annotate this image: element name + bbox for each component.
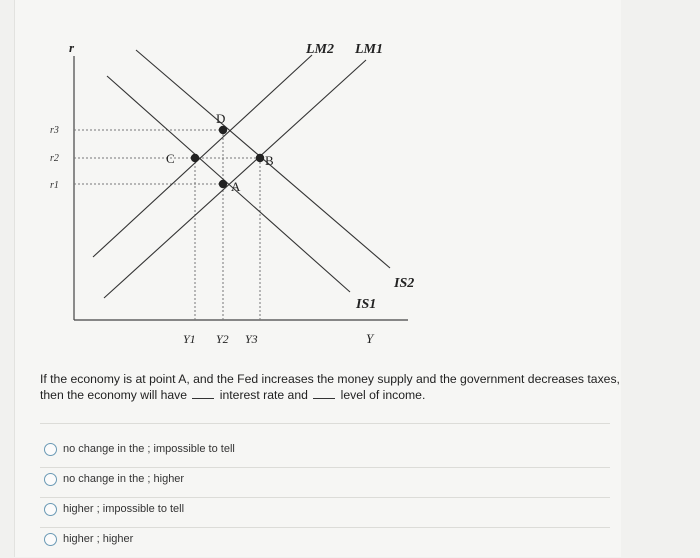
y3-label: Y3	[245, 332, 258, 346]
point-b-dot	[256, 154, 264, 162]
x-axis-label: Y	[366, 331, 374, 346]
point-a-label: A	[231, 179, 241, 194]
is1-label: IS1	[356, 297, 377, 312]
option-2[interactable]	[44, 468, 235, 490]
r1-label: r1	[50, 180, 59, 191]
option-label: no change in the ; higher	[63, 473, 185, 485]
divider	[40, 423, 610, 424]
lm2-curve	[93, 55, 312, 257]
answer-blank-2	[313, 388, 335, 399]
lm1-label: LM1	[355, 42, 383, 57]
question-part1: If the economy is at point A, and the Fed increases the money supply and the government decreases taxes, then the economy will have	[40, 372, 620, 402]
radio-button[interactable]	[44, 503, 57, 516]
answer-options	[44, 438, 235, 558]
option-3[interactable]	[44, 498, 235, 520]
answer-blank-1	[192, 388, 214, 399]
point-c-dot	[191, 154, 199, 162]
radio-button[interactable]	[44, 443, 57, 456]
question-part3: level of income.	[340, 388, 426, 402]
y-axis-label: r	[69, 40, 75, 55]
option-label: higher ; impossible to tell	[63, 503, 185, 515]
point-c-label: C	[166, 151, 175, 166]
question-part2: interest rate and	[219, 388, 308, 402]
option-1[interactable]	[44, 438, 235, 460]
option-label: higher ; higher	[63, 533, 134, 545]
is2-label: IS2	[394, 276, 415, 291]
question-text	[40, 371, 620, 403]
option-4[interactable]	[44, 528, 235, 550]
r3-label: r3	[50, 125, 59, 136]
radio-button[interactable]	[44, 473, 57, 486]
point-d-label: D	[216, 111, 226, 126]
option-label: no change in the ; impossible to tell	[63, 443, 235, 455]
point-b-label: B	[265, 153, 274, 168]
lm2-label: LM2	[306, 42, 334, 57]
y2-label: Y2	[216, 332, 229, 346]
point-d-dot	[219, 126, 227, 134]
point-a-dot	[219, 180, 227, 188]
y1-label: Y1	[183, 332, 196, 346]
r2-label: r2	[50, 153, 59, 164]
radio-button[interactable]	[44, 533, 57, 546]
